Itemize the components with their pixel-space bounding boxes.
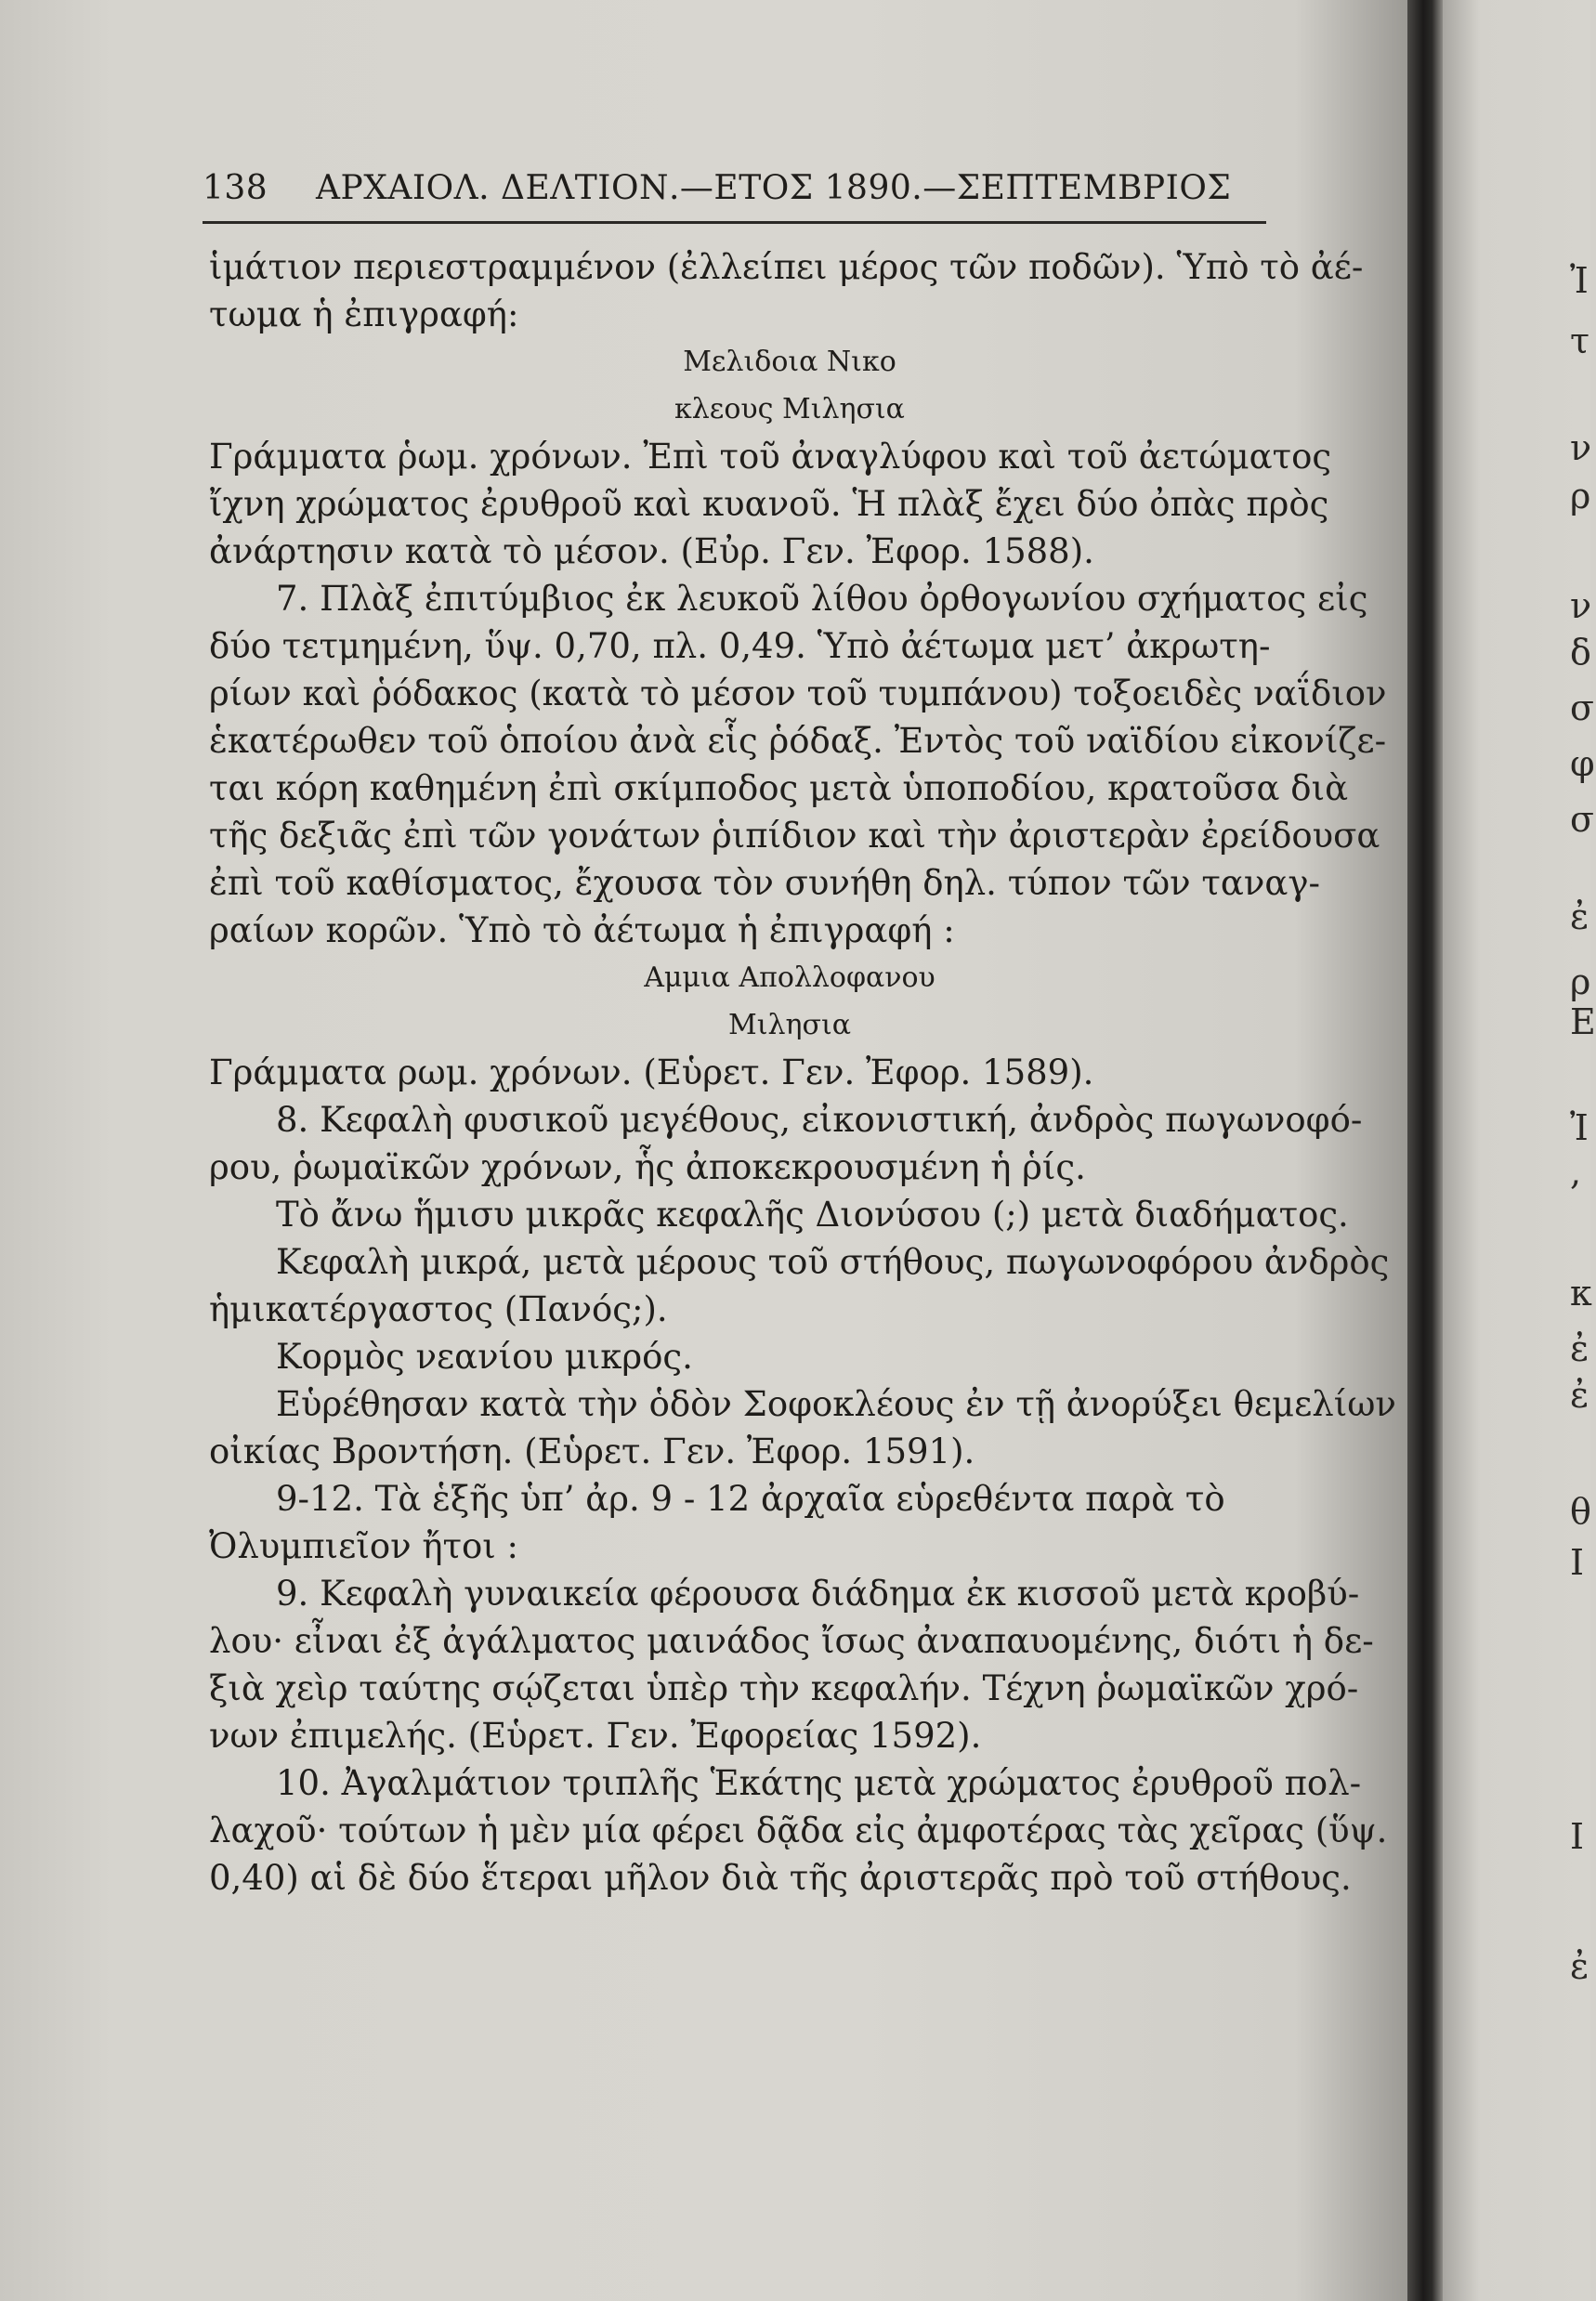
page-header [203, 169, 1262, 214]
facing-letter: Ἰ [1570, 260, 1589, 301]
text-line: Ὀλυμπιεῖον ἤτοι : [209, 1526, 518, 1566]
facing-page-letters [1570, 0, 1596, 2301]
facing-letter: Ε [1570, 1001, 1596, 1042]
text-line: ἐπὶ τοῦ καθίσματος, ἔχουσα τὸν συνήθη δηλ. τύπον τῶν ταναγ- [209, 863, 1320, 903]
facing-letter: ἐ [1570, 1328, 1589, 1369]
facing-letter: Ι [1570, 1816, 1585, 1857]
inscription-line: Μιλησια [728, 1009, 851, 1041]
facing-letter: , [1570, 1152, 1582, 1193]
facing-letter: ρ [1570, 961, 1591, 1002]
text-line: 9. Κεφαλὴ γυναικεία φέρουσα διάδημα ἐκ κισσοῦ μετὰ κροβύ- [276, 1574, 1360, 1614]
facing-letter: φ [1570, 743, 1595, 784]
facing-letter: ἐ [1570, 896, 1589, 937]
text-line: τωμα ἡ ἐπιγραφή: [209, 294, 519, 334]
text-line: τῆς δεξιᾶς ἐπὶ τῶν γονάτων ῥιπίδιον καὶ τὴν ἀριστερὰν ἐρείδουσα [209, 816, 1380, 856]
text-line: λαχοῦ· τούτων ἡ μὲν μία φέρει δᾷδα εἰς ἀμφοτέρας τὰς χεῖρας (ὕψ. [209, 1811, 1388, 1850]
facing-letter: ν [1570, 427, 1592, 468]
text-line: ἴχνη χρώματος ἐρυθροῦ καὶ κυανοῦ. Ἡ πλὰξ ἔχει δύο ὀπὰς πρὸς [209, 484, 1329, 524]
text-line: Τὸ ἄνω ἥμισυ μικρᾶς κεφαλῆς Διονύσου (;) μετὰ διαδήματος. [276, 1195, 1349, 1235]
facing-letter: ρ [1570, 476, 1591, 516]
text-line: ἀνάρτησιν κατὰ τὸ μέσον. (Εὐρ. Γεν. Ἐφορ. 1588). [209, 531, 1094, 571]
text-line: Εὑρέθησαν κατὰ τὴν ὁδὸν Σοφοκλέους ἐν τῇ ἀνορύξει θεμελίων [276, 1384, 1396, 1424]
text-line: ρου, ῥωμαϊκῶν χρόνων, ἧς ἀποκεκρουσμένη ἡ ῥίς. [209, 1147, 1086, 1187]
facing-letter: Ἰ [1570, 1107, 1589, 1148]
facing-page-edge [1443, 0, 1590, 2301]
inscription-line: Αμμια Απολλοφανου [644, 961, 935, 994]
text-line: 7. Πλὰξ ἐπιτύμβιος ἐκ λευκοῦ λίθου ὀρθογωνίου σχήματος εἰς [276, 579, 1368, 619]
facing-letter: ἐ [1570, 1946, 1589, 1987]
inscription-line: κλεους Μιλησια [674, 393, 905, 425]
facing-letter: θ [1570, 1491, 1591, 1532]
text-line: ξιὰ χεὶρ ταύτης σῴζεται ὑπὲρ τὴν κεφαλήν. Τέχνη ῥωμαϊκῶν χρό- [209, 1668, 1359, 1708]
facing-letter: σ [1570, 799, 1594, 840]
text-line: λου· εἶναι ἐξ ἀγάλματος μαινάδος ἴσως ἀναπαυομένης, διότι ἡ δε- [209, 1621, 1374, 1661]
text-line: ραίων κορῶν. Ὑπὸ τὸ ἀέτωμα ἡ ἐπιγραφή : [209, 910, 955, 950]
facing-letter: σ [1570, 687, 1594, 728]
facing-letter: δ [1570, 632, 1591, 673]
text-line: δύο τετμημένη, ὕψ. 0,70, πλ. 0,49. Ὑπὸ ἀέτωμα μετ’ ἀκρωτη- [209, 626, 1271, 666]
text-line: ἑκατέρωθεν τοῦ ὁποίου ἀνὰ εἷς ῥόδαξ. Ἐντὸς τοῦ ναϊδίου εἰκονίζε- [209, 721, 1387, 761]
header-rule [203, 221, 1266, 224]
text-line: 9-12. Τὰ ἑξῆς ὑπ’ ἀρ. 9 - 12 ἀρχαῖα εὑρεθέντα παρὰ τὸ [276, 1479, 1225, 1519]
book-gutter [1407, 0, 1443, 2301]
text-line: Γράμματα ῥωμ. χρόνων. Ἐπὶ τοῦ ἀναγλύφου καὶ τοῦ ἀετώματος [209, 437, 1332, 477]
text-line: ἡμικατέργαστος (Πανός;). [209, 1289, 668, 1329]
page-number: 138 [203, 169, 268, 207]
text-line: Κεφαλὴ μικρά, μετὰ μέρους τοῦ στήθους, πωγωνοφόρου ἀνδρὸς [276, 1242, 1390, 1282]
body-text [209, 243, 1396, 1902]
text-line: νων ἐπιμελής. (Εὑρετ. Γεν. Ἐφορείας 1592). [209, 1716, 982, 1756]
facing-letter: κ [1570, 1273, 1592, 1314]
facing-letter: ἐ [1570, 1375, 1589, 1416]
text-line: ἱμάτιον περιεστραμμένον (ἐλλείπει μέρος τῶν ποδῶν). Ὑπὸ τὸ ἀέ- [209, 247, 1364, 287]
text-line: ται κόρη καθημένη ἐπὶ σκίμποδος μετὰ ὑποποδίου, κρατοῦσα διὰ [209, 768, 1349, 808]
text-line: Γράμματα ρωμ. χρόνων. (Εὑρετ. Γεν. Ἐφορ. 1589). [209, 1052, 1094, 1092]
text-line: 8. Κεφαλὴ φυσικοῦ μεγέθους, εἰκονιστική, ἀνδρὸς πωγωνοφό- [276, 1100, 1363, 1140]
facing-letter: Ι [1570, 1542, 1585, 1583]
text-line: 10. Ἀγαλμάτιον τριπλῆς Ἑκάτης μετὰ χρώματος ἐρυθροῦ πολ- [276, 1763, 1362, 1803]
facing-letter: ν [1570, 585, 1592, 626]
text-line: Κορμὸς νεανίου μικρός. [276, 1337, 693, 1377]
text-line: 0,40) αἱ δὲ δύο ἕτεραι μῆλον διὰ τῆς ἀριστερᾶς πρὸ τοῦ στήθους. [209, 1858, 1352, 1898]
running-title: ΑΡΧΑΙΟΛ. ΔΕΛΤΙΟΝ.—ΕΤΟΣ 1890.—ΣΕΠΤΕΜΒΡΙΟΣ [316, 169, 1232, 207]
text-line: ρίων καὶ ῥόδακος (κατὰ τὸ μέσον τοῦ τυμπάνου) τοξοειδὲς ναΐδιον [209, 673, 1387, 713]
facing-letter: τ [1570, 320, 1590, 361]
inscription-line: Μελιδοια Νικο [683, 346, 896, 378]
text-line: οἰκίας Βροντήση. (Εὑρετ. Γεν. Ἐφορ. 1591). [209, 1432, 975, 1471]
